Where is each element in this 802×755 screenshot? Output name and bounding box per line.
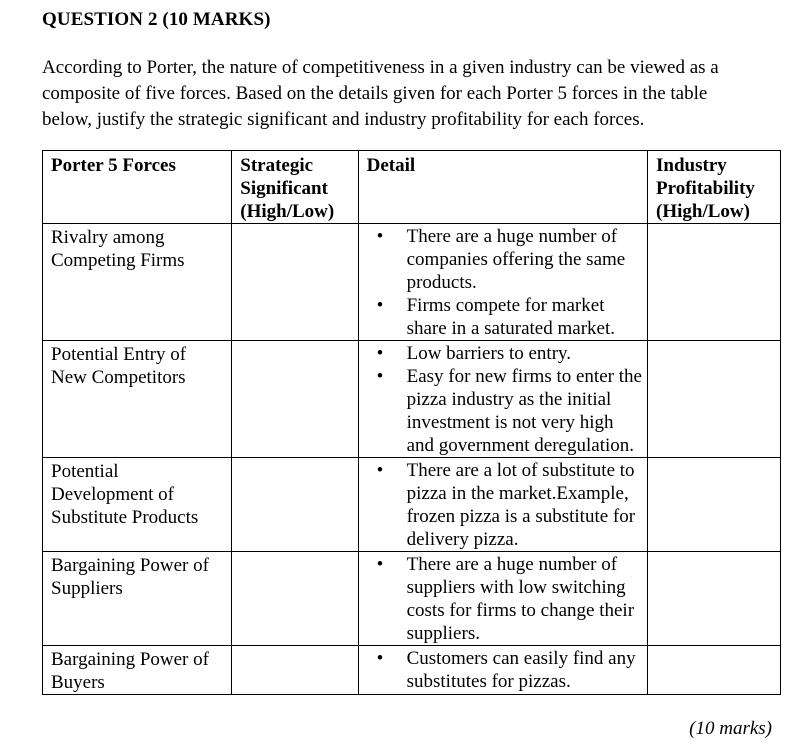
cell-text-line: Potential Entry of <box>51 344 187 365</box>
detail-bullet-list <box>377 553 643 645</box>
cell-text-line: Firms compete for market <box>406 295 605 316</box>
cell-text-line: suppliers with low switching <box>406 577 626 598</box>
detail-cell <box>358 458 647 552</box>
detail-bullet-item <box>377 553 643 645</box>
cell-text-line: Substitute Products <box>51 507 199 528</box>
industry-profitability-cell[interactable] <box>648 224 781 341</box>
cell-text-line: Profitability <box>656 178 755 199</box>
cell-text-line: products. <box>406 272 477 293</box>
intro-line: below, justify the strategic significant and industry profitability for each forces. <box>42 109 645 130</box>
bullet-icon: • <box>376 460 384 481</box>
cell-text-line: New Competitors <box>51 367 186 388</box>
cell-text-line: suppliers. <box>406 623 480 644</box>
cell-text-line: (High/Low) <box>656 201 750 222</box>
table-header-row <box>43 151 781 224</box>
strategic-significant-cell[interactable] <box>232 646 358 695</box>
industry-profitability-cell[interactable] <box>648 552 781 646</box>
cell-text-line: substitutes for pizzas. <box>406 671 571 692</box>
question-heading: QUESTION 2 (10 MARKS) <box>42 9 271 30</box>
detail-bullet-list <box>377 459 643 551</box>
bullet-icon: • <box>376 366 384 387</box>
cell-text-line: pizza industry as the initial <box>406 389 612 410</box>
industry-profitability-cell[interactable] <box>648 646 781 695</box>
cell-text-line: Competing Firms <box>51 250 185 271</box>
question-intro <box>42 55 774 133</box>
cell-text-line: Suppliers <box>51 578 123 599</box>
force-name-cell <box>43 552 232 646</box>
header-porter-forces <box>43 151 232 224</box>
detail-bullet-list <box>377 225 643 340</box>
bullet-icon: • <box>376 295 384 316</box>
strategic-significant-cell[interactable] <box>232 341 358 458</box>
cell-text-line: investment is not very high <box>406 412 614 433</box>
porter-forces-table <box>42 150 781 695</box>
cell-text-line: frozen pizza is a substitute for <box>406 506 636 527</box>
cell-text-line: delivery pizza. <box>406 529 519 550</box>
cell-text-line: There are a lot of substitute to <box>406 460 635 481</box>
detail-cell <box>358 224 647 341</box>
force-name-cell <box>43 646 232 695</box>
header-detail <box>358 151 647 224</box>
bullet-icon: • <box>376 554 384 575</box>
intro-line: composite of five forces. Based on the details given for each Porter 5 forces in the table <box>42 83 708 104</box>
force-name-cell <box>43 458 232 552</box>
cell-text-line: companies offering the same <box>406 249 626 270</box>
cell-text-line: costs for firms to change their <box>406 600 635 621</box>
cell-text-line: pizza in the market.Example, <box>406 483 629 504</box>
detail-bullet-item <box>377 342 643 365</box>
header-strategic-significant <box>232 151 358 224</box>
bullet-icon: • <box>376 226 384 247</box>
cell-text-line: Rivalry among <box>51 227 165 248</box>
detail-bullet-item <box>377 225 643 294</box>
detail-bullet-item <box>377 294 643 340</box>
cell-text-line: share in a saturated market. <box>406 318 615 339</box>
strategic-significant-cell[interactable] <box>232 224 358 341</box>
table-row <box>43 458 781 552</box>
industry-profitability-cell[interactable] <box>648 458 781 552</box>
cell-text-line: Low barriers to entry. <box>406 343 572 364</box>
cell-text-line: Strategic <box>240 155 314 176</box>
force-name-cell <box>43 224 232 341</box>
table-row <box>43 552 781 646</box>
detail-bullet-list <box>377 647 643 693</box>
cell-text-line: Potential <box>51 461 119 482</box>
detail-cell <box>358 646 647 695</box>
table-body <box>43 224 781 695</box>
cell-text-line: Bargaining Power of <box>51 555 209 576</box>
detail-bullet-item <box>377 365 643 457</box>
intro-line: According to Porter, the nature of competitiveness in a given industry can be viewed as a <box>42 57 719 78</box>
industry-profitability-cell[interactable] <box>648 341 781 458</box>
table-row <box>43 341 781 458</box>
detail-bullet-list <box>377 342 643 457</box>
marks-label: (10 marks) <box>689 718 772 739</box>
detail-bullet-item <box>377 647 643 693</box>
strategic-significant-cell[interactable] <box>232 552 358 646</box>
detail-cell <box>358 341 647 458</box>
force-name-cell <box>43 341 232 458</box>
detail-cell <box>358 552 647 646</box>
cell-text-line: Development of <box>51 484 174 505</box>
cell-text-line: (High/Low) <box>240 201 335 222</box>
cell-text-line: There are a huge number of <box>406 554 618 575</box>
cell-text-line: Industry <box>656 155 727 176</box>
table-row <box>43 646 781 695</box>
cell-text-line: Significant <box>240 178 328 199</box>
header-industry-profitability <box>648 151 781 224</box>
cell-text-line: Porter 5 Forces <box>51 155 176 176</box>
strategic-significant-cell[interactable] <box>232 458 358 552</box>
bullet-icon: • <box>376 648 384 669</box>
table-row <box>43 224 781 341</box>
detail-bullet-item <box>377 459 643 551</box>
cell-text-line: Customers can easily find any <box>406 648 636 669</box>
cell-text-line: and government deregulation. <box>406 435 635 456</box>
cell-text-line: There are a huge number of <box>406 226 618 247</box>
bullet-icon: • <box>376 343 384 364</box>
cell-text-line: Easy for new firms to enter the <box>406 366 642 387</box>
cell-text-line: Buyers <box>51 672 105 693</box>
cell-text-line: Bargaining Power of <box>51 649 209 670</box>
cell-text-line: Detail <box>366 155 416 176</box>
